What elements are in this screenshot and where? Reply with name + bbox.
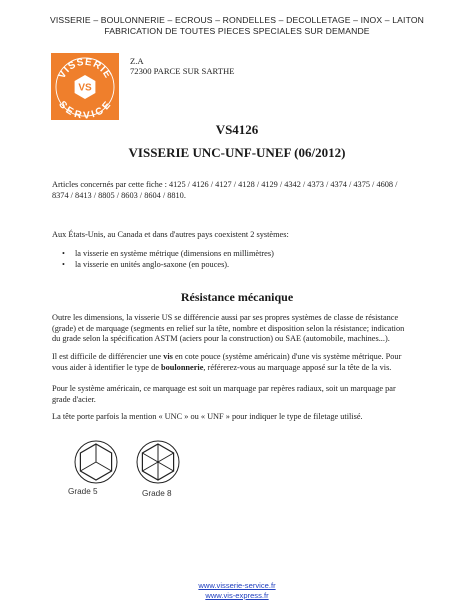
- grade-8-bolt-head-icon: [128, 438, 188, 488]
- footer-link-vis-express[interactable]: [0, 591, 474, 600]
- logo-graphic: [51, 53, 119, 120]
- grade-5-label: Grade 5: [68, 487, 98, 496]
- svg-text:SERVICE: [56, 99, 113, 120]
- paragraph-identification: [52, 352, 430, 373]
- paragraph-dimensions: [52, 313, 430, 345]
- document-reference: VS4126: [215, 122, 259, 137]
- articles-line-2: 8374 / 8413 / 8805 / 8603 / 8604 / 8810.: [52, 190, 186, 200]
- list-item: • la visserie en unités anglo-saxone (en pouces).: [62, 260, 274, 271]
- text-run: Il est difficile de différencier une: [52, 352, 164, 361]
- address-zone: Z.A: [130, 56, 144, 66]
- paragraph-line: Outre les dimensions, la visserie US se différencie aussi par ses propres systèmes de classe de résistance: [52, 313, 399, 322]
- logo-center-text: VS: [78, 82, 92, 94]
- list-item: • la visserie en système métrique (dimensions en millimètres): [62, 249, 274, 260]
- logo-bottom-text: SERVICE: [56, 99, 114, 120]
- articles-paragraph: [52, 180, 430, 201]
- paragraph-unc-unf: La tête porte parfois la mention « UNC » ou « UNF » pour indiquer le type de filetage utilisé.: [52, 412, 363, 421]
- text-run: vous aider à identifier le type de: [52, 362, 161, 372]
- articles-line-1: Articles concernés par cette fiche : 4125 / 4126 / 4127 / 4128 / 4129 / 4342 / 4373 / 4374 / 4375 / 4608 /: [52, 180, 398, 189]
- paragraph-line: (grade) et de marquage (segments en relief sur la tête, nombre et disposition selon la résistance; indication: [52, 323, 405, 333]
- grade-8-label: Grade 8: [142, 489, 172, 498]
- bold-term-vis: vis: [163, 352, 173, 361]
- paragraph-marking: [52, 384, 430, 405]
- bold-term-boulonnerie: boulonnerie: [160, 362, 204, 372]
- visserie-service-logo: [51, 53, 119, 120]
- header-line-fabrication: FABRICATION DE TOUTES PIECES SPECIALES SUR DEMANDE: [104, 26, 370, 36]
- paragraph-line: grade d'acier.: [52, 394, 96, 404]
- address-city: 72300 PARCE SUR SARTHE: [130, 66, 235, 76]
- header-line-products: VISSERIE – BOULONNERIE – ECROUS – RONDELLES – DECOLLETAGE – INOX – LAITON: [49, 15, 425, 25]
- systems-list: [62, 249, 274, 270]
- section-title: Résistance mécanique: [180, 290, 294, 304]
- text-run: , référerez-vous au marquage apposé sur la tête de la vis.: [203, 362, 392, 372]
- footer-link[interactable]: www.visserie-service.fr: [198, 581, 276, 590]
- paragraph-line: du grade selon la spécification ASTM (aciers pour la construction) ou SAE (automobile, machines...).: [52, 334, 390, 344]
- document-subject: VISSERIE UNC-UNF-UNEF (06/2012): [128, 145, 346, 160]
- logo-top-text: VISSERIE: [56, 56, 114, 81]
- intro-paragraph: Aux États-Unis, au Canada et dans d'autres pays coexistent 2 systèmes:: [52, 230, 289, 239]
- text-run: en cote pouce (système américain) d'une vis système métrique. Pour: [172, 352, 402, 361]
- footer-link[interactable]: www.vis-express.fr: [205, 591, 269, 600]
- grade-5-bolt-head-icon: [66, 438, 126, 488]
- paragraph-line: Pour le système américain, ce marquage est soit un marquage par repères radiaux, soit un marquage par: [52, 384, 396, 393]
- paragraph-line: [52, 363, 430, 374]
- footer-link-visserie-service[interactable]: [0, 581, 474, 590]
- paragraph-line: [52, 352, 430, 363]
